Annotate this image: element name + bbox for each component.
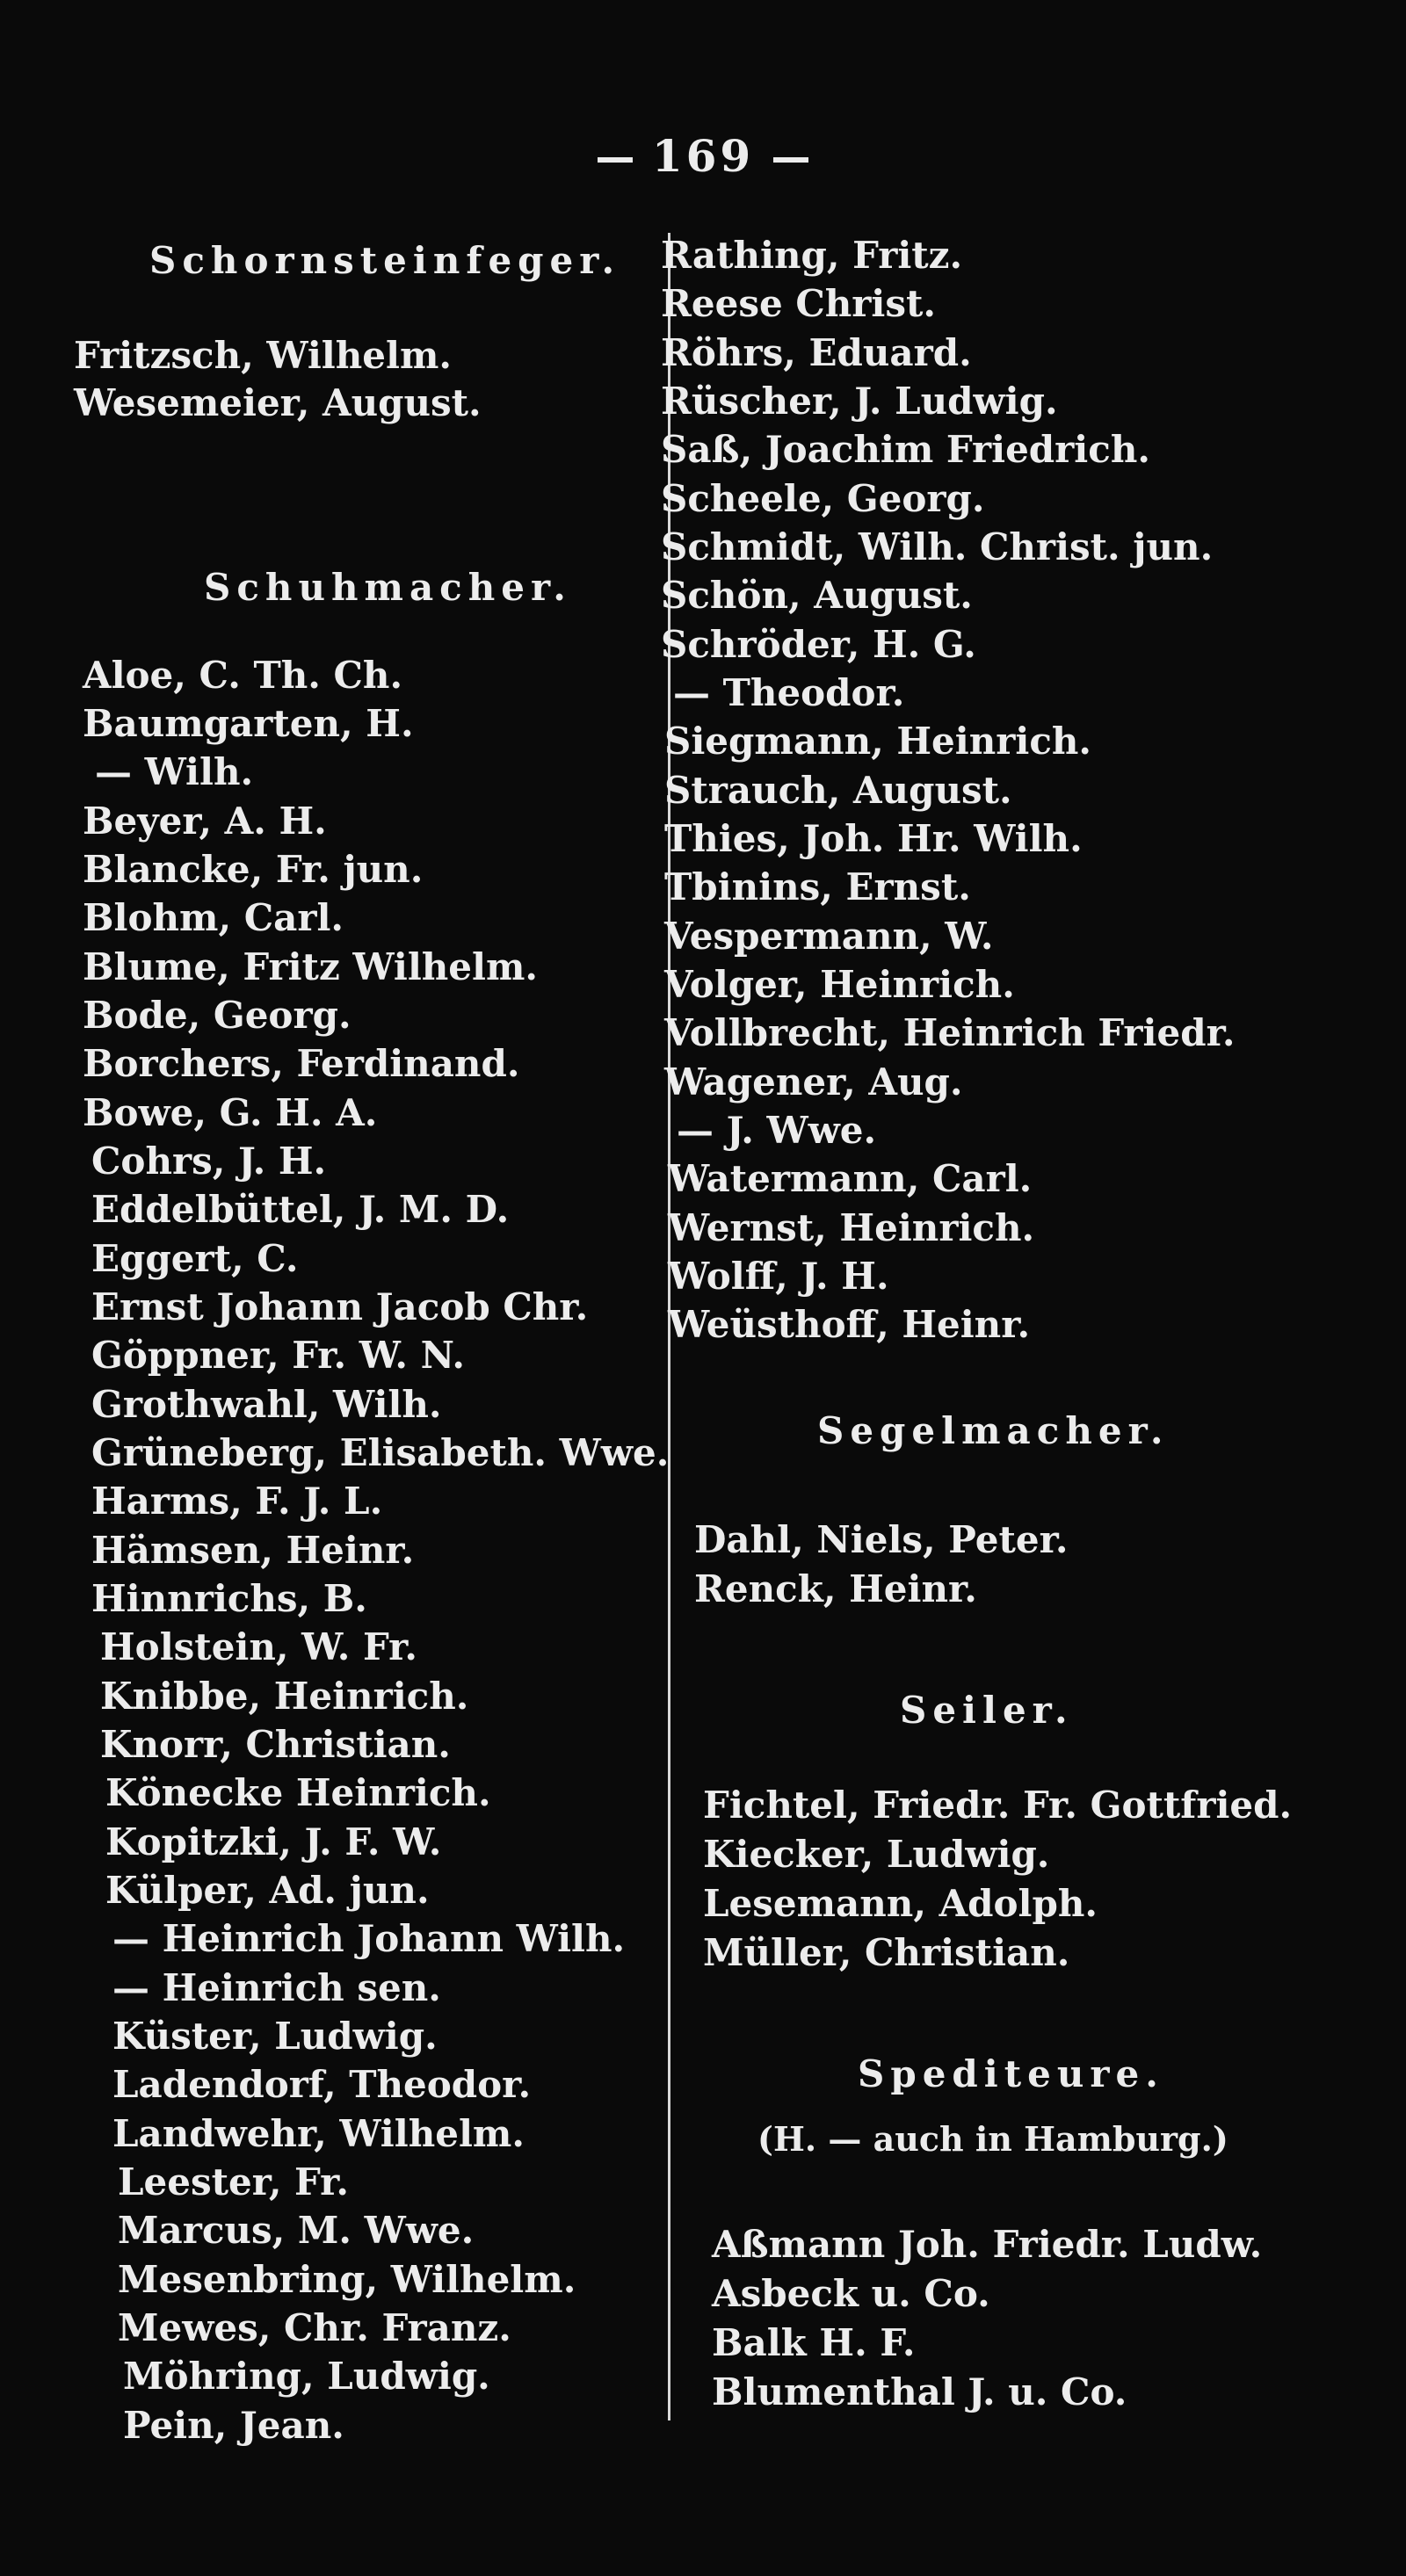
section-heading-seiler: Seiler. bbox=[900, 1689, 1074, 1732]
list-item: Rüscher, J. Ludwig. bbox=[661, 380, 1058, 423]
list-item: Weüsthoff, Heinr. bbox=[668, 1303, 1031, 1346]
list-item: Schröder, H. G. bbox=[661, 623, 976, 666]
list-item: Bode, Georg. bbox=[83, 994, 352, 1037]
list-item: Thies, Joh. Hr. Wilh. bbox=[664, 817, 1083, 860]
section-heading-schuhmacher: Schuhmacher. bbox=[204, 566, 572, 609]
list-item: Pein, Jean. bbox=[123, 2404, 344, 2447]
list-item: Eggert, C. bbox=[91, 1237, 299, 1280]
list-item: Küster, Ludwig. bbox=[112, 2015, 438, 2058]
list-item: Balk H. F. bbox=[712, 2321, 916, 2364]
list-item: Wesemeier, August. bbox=[74, 381, 482, 424]
dash-right bbox=[773, 157, 808, 163]
section-note: (H. — auch in Hamburg.) bbox=[757, 2119, 1228, 2159]
list-item: Schön, August. bbox=[661, 574, 973, 617]
dash-left bbox=[598, 157, 633, 163]
list-item: Tbinins, Ernst. bbox=[664, 865, 971, 908]
list-item: Fichtel, Friedr. Fr. Gottfried. bbox=[703, 1784, 1293, 1827]
list-item: Scheele, Georg. bbox=[661, 477, 985, 520]
list-item: Beyer, A. H. bbox=[83, 800, 327, 843]
list-item: Holstein, W. Fr. bbox=[100, 1625, 417, 1668]
section-heading-segelmacher: Segelmacher. bbox=[817, 1409, 1170, 1452]
list-item: Könecke Heinrich. bbox=[105, 1771, 491, 1814]
list-item: Blume, Fritz Wilhelm. bbox=[83, 945, 539, 988]
list-item: Ladendorf, Theodor. bbox=[112, 2063, 532, 2106]
list-item: Asbeck u. Co. bbox=[712, 2272, 990, 2315]
list-item: — J. Wwe. bbox=[677, 1109, 877, 1152]
list-item: Borchers, Ferdinand. bbox=[83, 1042, 520, 1085]
list-item: Knorr, Christian. bbox=[100, 1723, 451, 1766]
list-item: Müller, Christian. bbox=[703, 1931, 1070, 1974]
section-heading-schornsteinfeger: Schornsteinfeger. bbox=[149, 239, 621, 282]
list-item: Aloe, C. Th. Ch. bbox=[83, 654, 403, 697]
list-item: Röhrs, Eduard. bbox=[661, 331, 972, 374]
list-item: Blancke, Fr. jun. bbox=[83, 848, 424, 891]
list-item: Ernst Johann Jacob Chr. bbox=[91, 1285, 589, 1328]
list-item: Grothwahl, Wilh. bbox=[91, 1383, 442, 1426]
page-number: 169 bbox=[651, 130, 755, 182]
list-item: Vollbrecht, Heinrich Friedr. bbox=[664, 1011, 1236, 1054]
list-item: Landwehr, Wilhelm. bbox=[112, 2112, 525, 2155]
list-item: Harms, F. J. L. bbox=[91, 1480, 383, 1523]
list-item: Knibbe, Heinrich. bbox=[100, 1675, 469, 1718]
list-item: Hämsen, Heinr. bbox=[91, 1529, 415, 1572]
list-item: Aßmann Joh. Friedr. Ludw. bbox=[712, 2223, 1263, 2266]
list-item: Watermann, Carl. bbox=[668, 1157, 1033, 1200]
list-item: Wolff, J. H. bbox=[668, 1255, 889, 1298]
list-item: Lesemann, Adolph. bbox=[703, 1882, 1098, 1925]
list-item: Göppner, Fr. W. N. bbox=[91, 1334, 465, 1377]
section-heading-spediteure: Spediteure. bbox=[858, 2052, 1164, 2095]
list-item: Külper, Ad. jun. bbox=[105, 1869, 430, 1912]
list-item: Baumgarten, H. bbox=[83, 702, 414, 745]
list-item: Blumenthal J. u. Co. bbox=[712, 2370, 1127, 2413]
page-number-line bbox=[0, 130, 1406, 182]
list-item: Schmidt, Wilh. Christ. jun. bbox=[661, 525, 1214, 568]
list-item: Blohm, Carl. bbox=[83, 896, 344, 939]
list-item: Volger, Heinrich. bbox=[664, 963, 1015, 1006]
list-item: Saß, Joachim Friedrich. bbox=[661, 428, 1150, 471]
list-item: — Theodor. bbox=[673, 671, 905, 714]
list-item: Wagener, Aug. bbox=[664, 1060, 963, 1103]
list-item: — Heinrich Johann Wilh. bbox=[112, 1917, 626, 1960]
list-item: Strauch, August. bbox=[664, 769, 1012, 812]
list-item: Kiecker, Ludwig. bbox=[703, 1833, 1050, 1876]
list-item: Möhring, Ludwig. bbox=[123, 2355, 490, 2398]
list-item: Marcus, M. Wwe. bbox=[118, 2209, 475, 2252]
list-item: Siegmann, Heinrich. bbox=[664, 720, 1092, 763]
list-item: Leester, Fr. bbox=[118, 2160, 350, 2203]
list-item: — Wilh. bbox=[95, 750, 254, 793]
list-item: Kopitzki, J. F. W. bbox=[105, 1820, 442, 1863]
list-item: Reese Christ. bbox=[661, 282, 937, 325]
list-item: Vespermann, W. bbox=[664, 915, 994, 958]
list-item: Rathing, Fritz. bbox=[661, 234, 963, 277]
list-item: Mewes, Chr. Franz. bbox=[118, 2306, 511, 2349]
list-item: Fritzsch, Wilhelm. bbox=[74, 334, 453, 377]
list-item: Cohrs, J. H. bbox=[91, 1140, 327, 1183]
list-item: Eddelbüttel, J. M. D. bbox=[91, 1188, 510, 1231]
list-item: Grüneberg, Elisabeth. Wwe. bbox=[91, 1431, 670, 1474]
list-item: Bowe, G. H. A. bbox=[83, 1091, 378, 1134]
list-item: Renck, Heinr. bbox=[694, 1567, 977, 1610]
list-item: Wernst, Heinrich. bbox=[668, 1206, 1035, 1249]
list-item: Dahl, Niels, Peter. bbox=[694, 1518, 1069, 1561]
list-item: — Heinrich sen. bbox=[112, 1966, 441, 2009]
list-item: Hinnrichs, B. bbox=[91, 1577, 367, 1620]
list-item: Mesenbring, Wilhelm. bbox=[118, 2258, 576, 2301]
